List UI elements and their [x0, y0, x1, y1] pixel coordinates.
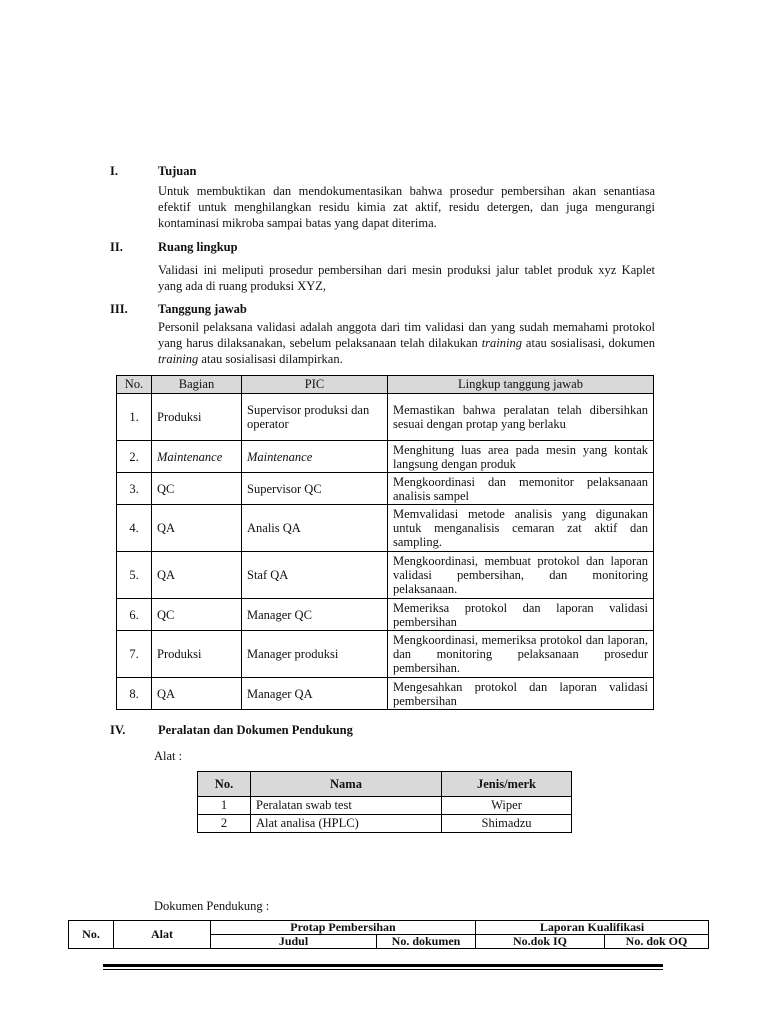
body-text: Personil pelaksana validasi adalah anggota dari tim validasi dan yang sudah memahami protokol yang harus dilaksanakan, sebelum pelaksanaan telah dilakukan [158, 320, 655, 350]
col-header-merk: Jenis/merk [442, 772, 572, 797]
footer-rule-thin [103, 969, 663, 970]
body-text: atau sosialisasi dilampirkan. [198, 352, 343, 366]
cell-lingkup: Mengkoordinasi dan memonitor pelaksanaan analisis sampel [388, 473, 654, 505]
col-header-pic: PIC [242, 376, 388, 394]
cell-bagian: QC [152, 599, 242, 631]
section-title-tanggung-jawab: Tanggung jawab [158, 302, 247, 316]
table-row [117, 473, 654, 505]
col-header-bagian: Bagian [152, 376, 242, 394]
cell-no: 3. [117, 473, 152, 505]
col-header-judul: Judul [211, 935, 377, 949]
table-row [117, 552, 654, 599]
cell-no: 1 [198, 797, 251, 815]
cell-bagian: QA [152, 678, 242, 710]
cell-pic: Staf QA [242, 552, 388, 599]
table-header-row [69, 921, 709, 935]
cell-pic: Manager QC [242, 599, 388, 631]
body-em: training [481, 336, 522, 350]
cell-pic: Manager produksi [242, 631, 388, 678]
table-row [117, 505, 654, 552]
section-title-tujuan: Tujuan [158, 164, 197, 178]
cell-lingkup: Memastikan bahwa peralatan telah dibersihkan sesuai dengan protap yang berlaku [388, 394, 654, 441]
section-number: II. [110, 240, 123, 254]
col-header-lingkup: Lingkup tanggung jawab [388, 376, 654, 394]
cell-lingkup: Mengesahkan protokol dan laporan validasi pembersihan [388, 678, 654, 710]
cell-pic: Analis QA [242, 505, 388, 552]
cell-bagian: QC [152, 473, 242, 505]
col-header-alat: Alat [114, 921, 211, 949]
cell-no: 1. [117, 394, 152, 441]
cell-bagian: Produksi [152, 394, 242, 441]
cell-no: 6. [117, 599, 152, 631]
section-body-tanggung-jawab [158, 319, 655, 367]
col-header-no: No. [198, 772, 251, 797]
cell-pic: Supervisor QC [242, 473, 388, 505]
cell-bagian: Produksi [152, 631, 242, 678]
table-header-row [117, 376, 654, 394]
alat-table [197, 771, 572, 833]
cell-no: 7. [117, 631, 152, 678]
table-row [117, 441, 654, 473]
table-row [117, 631, 654, 678]
cell-merk: Shimadzu [442, 815, 572, 833]
col-header-no: No. [117, 376, 152, 394]
body-text: atau sosialisasi, dokumen [521, 336, 655, 350]
cell-lingkup: Memvalidasi metode analisis yang digunakan untuk menganalisis cemaran zat aktif dan sampling. [388, 505, 654, 552]
table-row [198, 797, 572, 815]
table-row [117, 678, 654, 710]
cell-merk: Wiper [442, 797, 572, 815]
cell-pic: Supervisor produksi dan operator [242, 394, 388, 441]
cell-no: 2. [117, 441, 152, 473]
col-header-no-dok-iq: No.dok IQ [476, 935, 605, 949]
cell-bagian: Maintenance [152, 441, 242, 473]
cell-lingkup: Menghitung luas area pada mesin yang kontak langsung dengan produk [388, 441, 654, 473]
responsibility-table [116, 375, 654, 710]
table-header-row [198, 772, 572, 797]
cell-nama: Alat analisa (HPLC) [251, 815, 442, 833]
cell-no: 2 [198, 815, 251, 833]
cell-lingkup: Mengkoordinasi, membuat protokol dan laporan validasi pembersihan, dan monitoring pelaksanaan. [388, 552, 654, 599]
footer-rule-thick [103, 964, 663, 967]
col-header-no-dok-oq: No. dok OQ [605, 935, 709, 949]
section-number: I. [110, 164, 118, 178]
section-body-tujuan: Untuk membuktikan dan mendokumentasikan bahwa prosedur pembersihan akan senantiasa efektif untuk menghilangkan residu kimia zat aktif, residu detergen, dan juga mengurangi kontaminasi mikroba sampai batas yang dapat diterima. [158, 184, 655, 230]
cell-pic: Manager QA [242, 678, 388, 710]
body-em: training [158, 352, 199, 366]
col-header-no-dokumen: No. dokumen [377, 935, 476, 949]
cell-bagian: QA [152, 552, 242, 599]
alat-label: Alat : [154, 749, 183, 763]
cell-no: 5. [117, 552, 152, 599]
col-header-no: No. [69, 921, 114, 949]
section-title-ruang-lingkup: Ruang lingkup [158, 240, 238, 254]
cell-lingkup: Mengkoordinasi, memeriksa protokol dan laporan, dan monitoring pelaksanaan prosedur pembersihan. [388, 631, 654, 678]
dokumen-label: Dokumen Pendukung : [154, 899, 270, 913]
table-row [198, 815, 572, 833]
cell-no: 8. [117, 678, 152, 710]
col-header-protap: Protap Pembersihan [211, 921, 476, 935]
table-row [117, 599, 654, 631]
section-title-peralatan: Peralatan dan Dokumen Pendukung [158, 723, 353, 737]
section-number: IV. [110, 723, 126, 737]
section-number: III. [110, 302, 128, 316]
col-header-nama: Nama [251, 772, 442, 797]
cell-bagian: QA [152, 505, 242, 552]
cell-lingkup: Memeriksa protokol dan laporan validasi pembersihan [388, 599, 654, 631]
col-header-laporan: Laporan Kualifikasi [476, 921, 709, 935]
table-row [117, 394, 654, 441]
section-body-ruang-lingkup: Validasi ini meliputi prosedur pembersihan dari mesin produksi jalur tablet produk xyz Kaplet yang ada di ruang produksi XYZ, [158, 263, 655, 293]
dokumen-table [68, 920, 709, 949]
cell-pic: Maintenance [242, 441, 388, 473]
cell-nama: Peralatan swab test [251, 797, 442, 815]
cell-no: 4. [117, 505, 152, 552]
